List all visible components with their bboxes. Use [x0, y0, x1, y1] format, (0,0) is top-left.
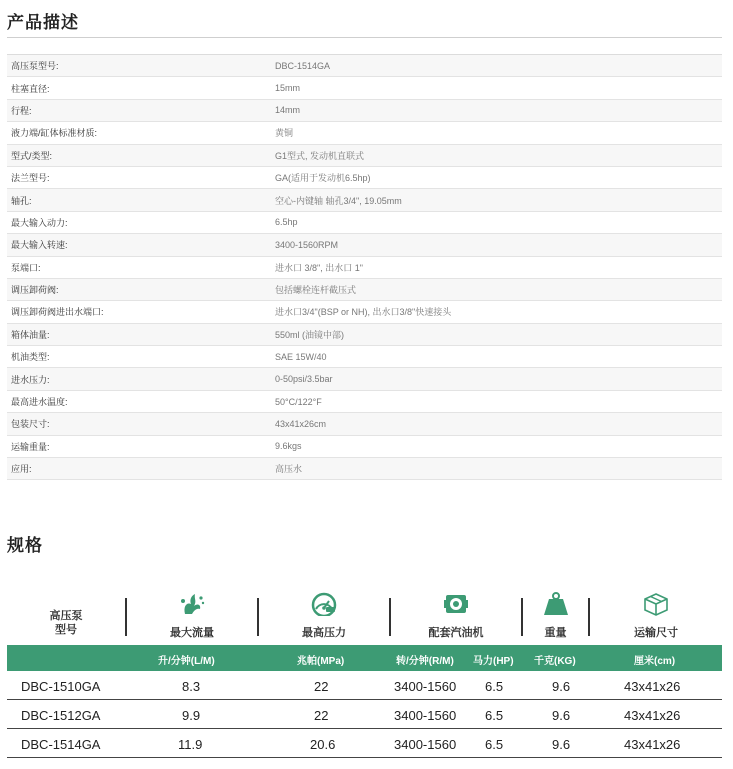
spec-value: 包括螺栓连杆截压式: [275, 285, 357, 296]
weight-unit-header: 千克(KG): [534, 656, 576, 667]
pressure-unit-header: 兆帕(MPa): [297, 656, 345, 667]
rpm-cell: 3400-1560: [394, 737, 457, 752]
table-row: [7, 700, 722, 729]
spec-label: 应用:: [11, 464, 32, 475]
spec-value: 43x41x26cm: [275, 418, 327, 429]
spec-label: 最大输入动力:: [11, 217, 68, 228]
specs-icon-header: [7, 588, 722, 646]
pressure-header-label: 最高压力: [302, 627, 346, 639]
model-cell: DBC-1512GA: [21, 708, 101, 723]
spec-row: [7, 77, 722, 99]
spec-value: 进水口3/4"(BSP or NH), 出水口3/8"快速接头: [275, 307, 452, 318]
spec-value: SAE 15W/40: [275, 351, 327, 362]
spec-label: 液力端/缸体标准材质:: [11, 128, 98, 139]
spec-value: 50°C/122°F: [275, 396, 322, 407]
spec-row: [7, 234, 722, 256]
spec-label: 机油类型:: [11, 352, 50, 363]
weight-icon: [543, 592, 569, 616]
spec-label: 轴孔:: [11, 195, 32, 206]
water-splash-icon: [179, 592, 205, 616]
model-header-line2: 型号: [55, 624, 77, 636]
spec-row: [7, 55, 722, 77]
gauge-icon: [311, 592, 337, 616]
table-row: [7, 671, 722, 700]
flow-unit-header: 升/分钟(L/M): [158, 656, 215, 667]
spec-row: [7, 122, 722, 144]
pressure-header: [259, 588, 389, 646]
spec-label: 包装尺寸:: [11, 419, 50, 430]
spec-row: [7, 391, 722, 413]
spec-row: [7, 212, 722, 234]
weight-cell: 9.6: [552, 737, 571, 752]
engine-header: [391, 588, 521, 646]
spec-row: [7, 257, 722, 279]
rpm-cell: 3400-1560: [394, 679, 457, 694]
spec-row: [7, 368, 722, 390]
specs-table: [7, 645, 722, 758]
spec-row: [7, 346, 722, 368]
spec-label: 运输重量:: [11, 441, 50, 452]
model-header-line1: 高压泵: [49, 610, 83, 622]
spec-label: 箱体油量:: [11, 329, 50, 340]
spec-label: 最大输入转速:: [11, 240, 68, 251]
hp-unit-header: 马力(HP): [473, 656, 514, 667]
table-row: [7, 729, 722, 758]
pressure-cell: 22: [314, 708, 329, 723]
spec-label: 最高进水温度:: [11, 397, 68, 408]
model-cell: DBC-1510GA: [21, 679, 101, 694]
spec-value: DBC-1514GA: [275, 60, 331, 71]
spec-value: G1型式, 发动机直联式: [275, 150, 365, 161]
spec-value: 黄铜: [275, 128, 294, 139]
size-unit-header: 厘米(cm): [634, 656, 676, 667]
spec-value: 0-50psi/3.5bar: [275, 374, 333, 385]
rpm-unit-header: 转/分钟(R/M): [396, 656, 454, 667]
spec-value: 进水口 3/8", 出水口 1": [275, 262, 363, 273]
hp-cell: 6.5: [485, 679, 504, 694]
size-cell: 43x41x26: [624, 708, 681, 723]
rpm-cell: 3400-1560: [394, 708, 457, 723]
spec-label: 泵端口:: [11, 262, 41, 273]
spec-label: 调压卸荷阀进出水端口:: [11, 307, 104, 318]
flow-cell: 9.9: [182, 708, 201, 723]
spec-value: 9.6kgs: [275, 441, 302, 452]
spec-row: [7, 279, 722, 301]
specs-title: 规格: [7, 536, 43, 555]
hp-cell: 6.5: [485, 737, 504, 752]
spec-row: [7, 413, 722, 435]
spec-row: [7, 100, 722, 122]
spec-row: [7, 324, 722, 346]
size-header: [590, 588, 722, 646]
box-icon: [643, 592, 669, 616]
description-title: 产品描述: [7, 13, 79, 32]
engine-icon: [443, 592, 469, 616]
unit-header-row: [7, 645, 722, 671]
spec-label: 行程:: [11, 105, 32, 116]
spec-row: [7, 436, 722, 458]
spec-row: [7, 189, 722, 211]
weight-header-label: 重量: [544, 627, 567, 639]
spec-label: 进水压力:: [11, 374, 50, 385]
spec-label: 型式/类型:: [11, 150, 53, 161]
pressure-cell: 22: [314, 679, 329, 694]
size-cell: 43x41x26: [624, 737, 681, 752]
spec-value: 15mm: [275, 83, 301, 94]
pressure-cell: 20.6: [310, 737, 336, 752]
engine-header-label: 配套汽油机: [428, 627, 484, 639]
spec-value: 高压水: [275, 464, 303, 475]
title-divider: [7, 37, 722, 38]
spec-row: [7, 458, 722, 480]
model-header: [7, 588, 125, 646]
model-cell: DBC-1514GA: [21, 737, 101, 752]
spec-value: 3400-1560RPM: [275, 239, 339, 250]
spec-label: 高压泵型号:: [11, 61, 59, 72]
spec-value: 空心-内键轴 轴孔3/4", 19.05mm: [275, 195, 402, 206]
weight-header: [523, 588, 588, 646]
spec-row: [7, 301, 722, 323]
size-cell: 43x41x26: [624, 679, 681, 694]
spec-value: 6.5hp: [275, 217, 298, 228]
weight-cell: 9.6: [552, 708, 571, 723]
spec-label: 法兰型号:: [11, 173, 50, 184]
size-header-label: 运输尺寸: [634, 627, 678, 639]
flow-cell: 8.3: [182, 679, 201, 694]
model-header-label: [7, 609, 125, 637]
spec-value: 14mm: [275, 105, 301, 116]
hp-cell: 6.5: [485, 708, 504, 723]
spec-label: 调压卸荷阀:: [11, 285, 59, 296]
spec-row: [7, 145, 722, 167]
weight-cell: 9.6: [552, 679, 571, 694]
flow-cell: 11.9: [178, 737, 203, 752]
spec-row: [7, 167, 722, 189]
spec-label: 柱塞直径:: [11, 83, 50, 94]
flow-header: [127, 588, 257, 646]
spec-value: GA(适用于发动机6.5hp): [275, 173, 371, 184]
flow-header-label: 最大流量: [170, 627, 214, 639]
description-table: [7, 54, 722, 480]
spec-value: 550ml (油镜中部): [275, 329, 345, 340]
